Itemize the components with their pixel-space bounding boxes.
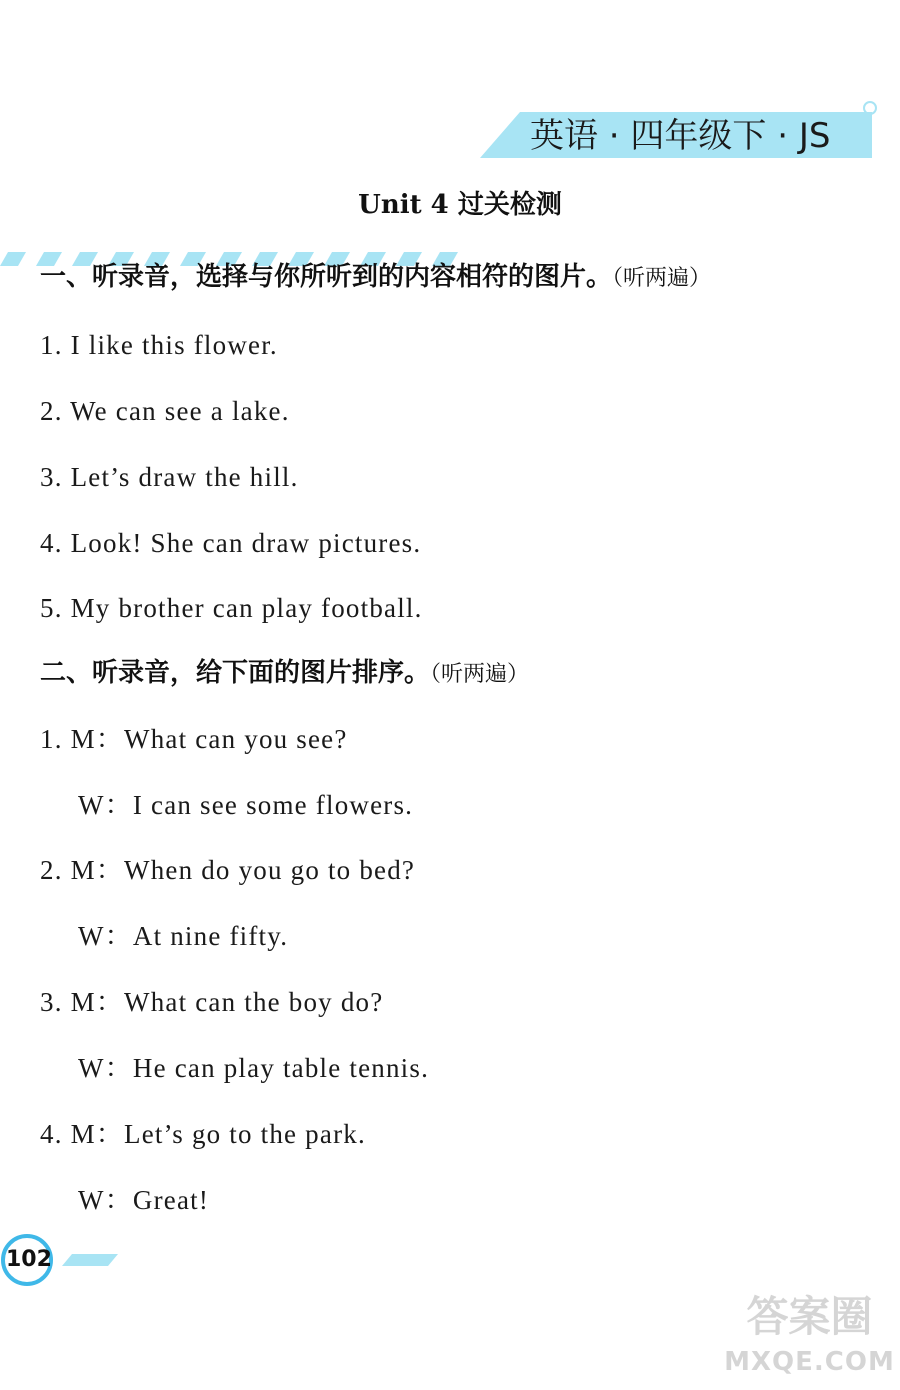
section-1-note: （听两遍）	[612, 266, 712, 291]
watermark	[722, 1292, 897, 1387]
dialogue-m-line: 2. M：When do you go to bed?	[40, 855, 416, 885]
dialogue-w-line: W：At nine fifty.	[78, 921, 289, 951]
section-1-item: 2. We can see a lake.	[40, 396, 290, 426]
footer-dash-decoration	[62, 1252, 118, 1266]
dialogue-w-line: W：He can play table tennis.	[78, 1053, 430, 1083]
unit-title: Unit 4 过关检测	[358, 190, 562, 220]
section-1-item: 4. Look! She can draw pictures.	[40, 528, 422, 558]
watermark-url: MXQE.COM	[724, 1347, 895, 1377]
section-1-item: 1. I like this flower.	[40, 330, 278, 360]
watermark-logo-text: 答案圈	[746, 1292, 873, 1341]
book-title: 英语 · 四年级下 · JS	[530, 116, 831, 156]
section-2-heading-text: 二、听录音，给下面的图片排序。	[40, 658, 431, 688]
section-1-heading-text: 一、听录音，选择与你所听到的内容相符的图片。	[40, 262, 613, 292]
section-1-item: 5. My brother can play football.	[40, 593, 423, 623]
section-2-note: （听两遍）	[430, 662, 530, 687]
section-2-heading	[40, 653, 890, 695]
dialogue-m-line: 4. M：Let’s go to the park.	[40, 1119, 366, 1149]
dialogue-w-line: W：Great!	[78, 1185, 210, 1215]
dialogue-w-line: W：I can see some flowers.	[78, 790, 414, 820]
section-1-item: 3. Let’s draw the hill.	[40, 462, 299, 492]
section-1-heading	[40, 257, 890, 299]
page-number: 102	[6, 1247, 52, 1272]
dialogue-m-line: 1. M：What can you see?	[40, 724, 348, 754]
dialogue-m-line: 3. M：What can the boy do?	[40, 987, 384, 1017]
